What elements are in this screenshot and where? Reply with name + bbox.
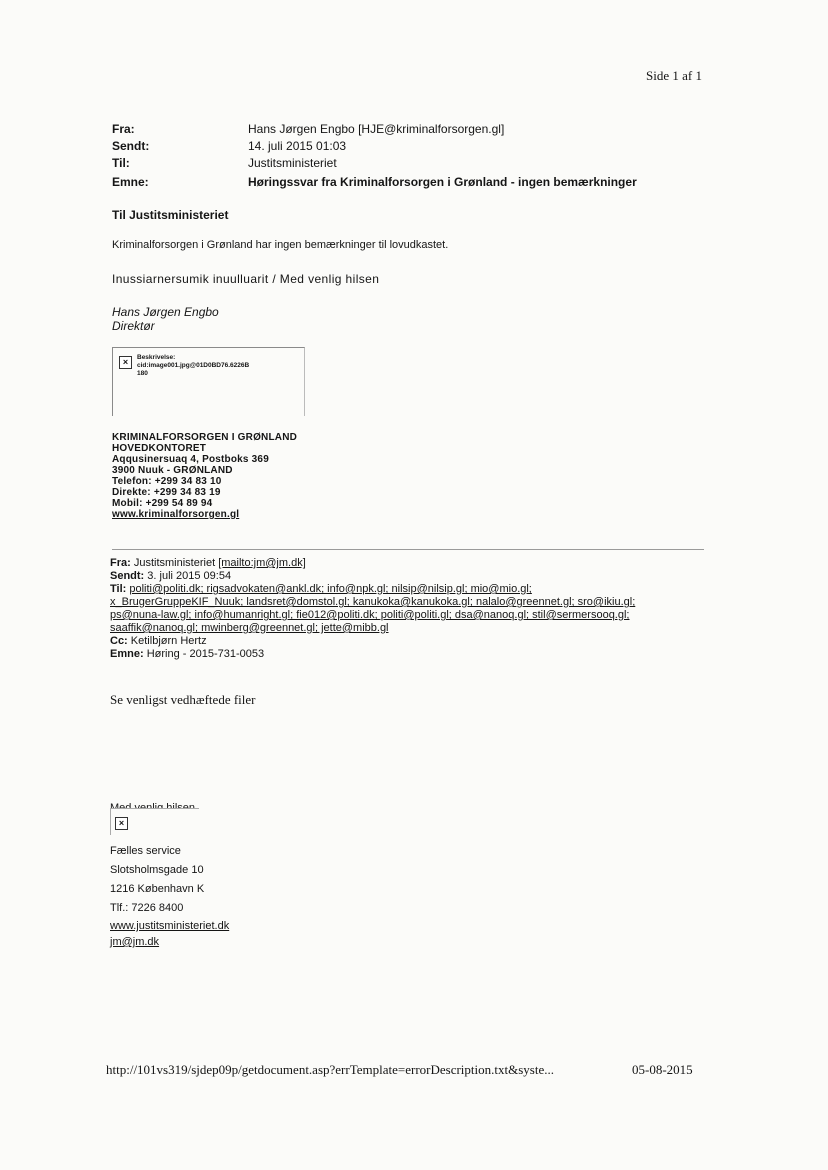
footer-date: 05-08-2015 (632, 1062, 693, 1077)
fwd-sent-label: Sendt: (110, 570, 145, 582)
to-value: Justitsministeriet (248, 156, 337, 170)
fwd-subject-label: Emne: (110, 648, 144, 660)
logo-image-placeholder (112, 347, 305, 416)
jm-website-link[interactable]: www.justitsministeriet.dk (110, 920, 230, 932)
subject-value: Høringssvar fra Kriminalforsorgen i Grønland - ingen bemærkninger (248, 175, 637, 189)
fwd-sent-value: 3. juli 2015 09:54 (147, 570, 232, 582)
divider (112, 549, 704, 550)
subject-label: Emne: (112, 175, 149, 189)
fwd-recipients-line[interactable]: x_BrugerGruppeKIF_Nuuk; landsret@domstol.gl; kanukoka@kanukoka.gl; nalalo@greennet.gl; sro@ikiu.gl; (110, 596, 636, 608)
salutation: Til Justitsministeriet (112, 208, 229, 222)
org-line: KRIMINALFORSORGEN I GRØNLAND (112, 432, 298, 443)
org-line: 3900 Nuuk - GRØNLAND (112, 465, 233, 476)
jm-email-link[interactable]: jm@jm.dk (110, 936, 160, 948)
fwd-mailto-link[interactable]: [mailto:jm@jm.dk] (218, 557, 306, 569)
fwd-from-value: Justitsministeriet (133, 557, 216, 569)
fwd-recipients-line[interactable]: politi@politi.dk; rigsadvokaten@ankl.dk; info@npk.gl; nilsip@nilsip.gl; mio@mio.gl; (129, 583, 532, 595)
jm-sig-line: Slotsholmsgade 10 (110, 864, 204, 876)
fwd-from-label: Fra: (110, 557, 131, 569)
jm-sig-line: Fælles service (110, 845, 181, 857)
to-label: Til: (112, 156, 130, 170)
message: Kriminalforsorgen i Grønland har ingen bemærkninger til lovudkastet. (112, 239, 449, 251)
from-label: Fra: (112, 122, 135, 136)
fwd-recipients-line[interactable]: saaffik@nanoq.gl; mwinberg@greennet.gl; jette@mibb.gl (110, 622, 389, 634)
org-address-block (112, 432, 297, 520)
page-number: Side 1 af 1 (646, 68, 702, 83)
fwd-recipients-line[interactable]: ps@nuna-law.gl; info@humanright.gl; fie012@politi.dk; politi@politi.gl; dsa@nanoq.gl; stil@sermersooq.gl; (110, 609, 630, 621)
sent-value: 14. juli 2015 01:03 (248, 139, 347, 153)
org-line: Direkte: +299 34 83 19 (112, 487, 221, 498)
org-line: Telefon: +299 34 83 10 (112, 476, 222, 487)
fwd-message: Se venligst vedhæftede filer (110, 692, 256, 707)
broken-image-icon: × (115, 817, 128, 830)
footer-url: http://101vs319/sjdep09p/getdocument.asp?errTemplate=errorDescription.txt&syste... (106, 1062, 554, 1077)
image-alt-text: Beskrivelse: cid:image001.jpg@01D0BD76.6226B 180 (137, 354, 250, 377)
fwd-subject-value: Høring - 2015-731-0053 (146, 648, 265, 660)
jm-sig-line: 1216 København K (110, 883, 205, 895)
fwd-from-row (110, 557, 306, 569)
fwd-cc-label: Cc: (110, 635, 128, 647)
sent-label: Sendt: (112, 139, 150, 153)
signature-name: Hans Jørgen Engbo (112, 305, 219, 319)
jm-logo-placeholder (110, 808, 199, 835)
fwd-cc-value: Ketilbjørn Hertz (130, 635, 207, 647)
fwd-subject-row (110, 648, 264, 660)
org-line: Aqqusinersuaq 4, Postboks 369 (112, 454, 269, 465)
signature-title: Direktør (112, 319, 155, 333)
jm-signature-block (110, 842, 229, 949)
fwd-cc-row (110, 635, 207, 647)
fwd-to-label: Til: (110, 583, 127, 595)
org-line: HOVEDKONTORET (112, 443, 207, 454)
from-value: Hans Jørgen Engbo [HJE@kriminalforsorgen.gl] (248, 122, 505, 136)
greeting: Inussiarnersumik inuulluarit / Med venlig hilsen (112, 272, 380, 286)
jm-sig-line: Tlf.: 7226 8400 (110, 902, 184, 914)
org-line: Mobil: +299 54 89 94 (112, 498, 213, 509)
broken-image-icon: × (119, 356, 132, 369)
org-website-link[interactable]: www.kriminalforsorgen.gl (112, 509, 240, 520)
fwd-to-row (110, 583, 532, 595)
fwd-sent-row (110, 570, 231, 582)
